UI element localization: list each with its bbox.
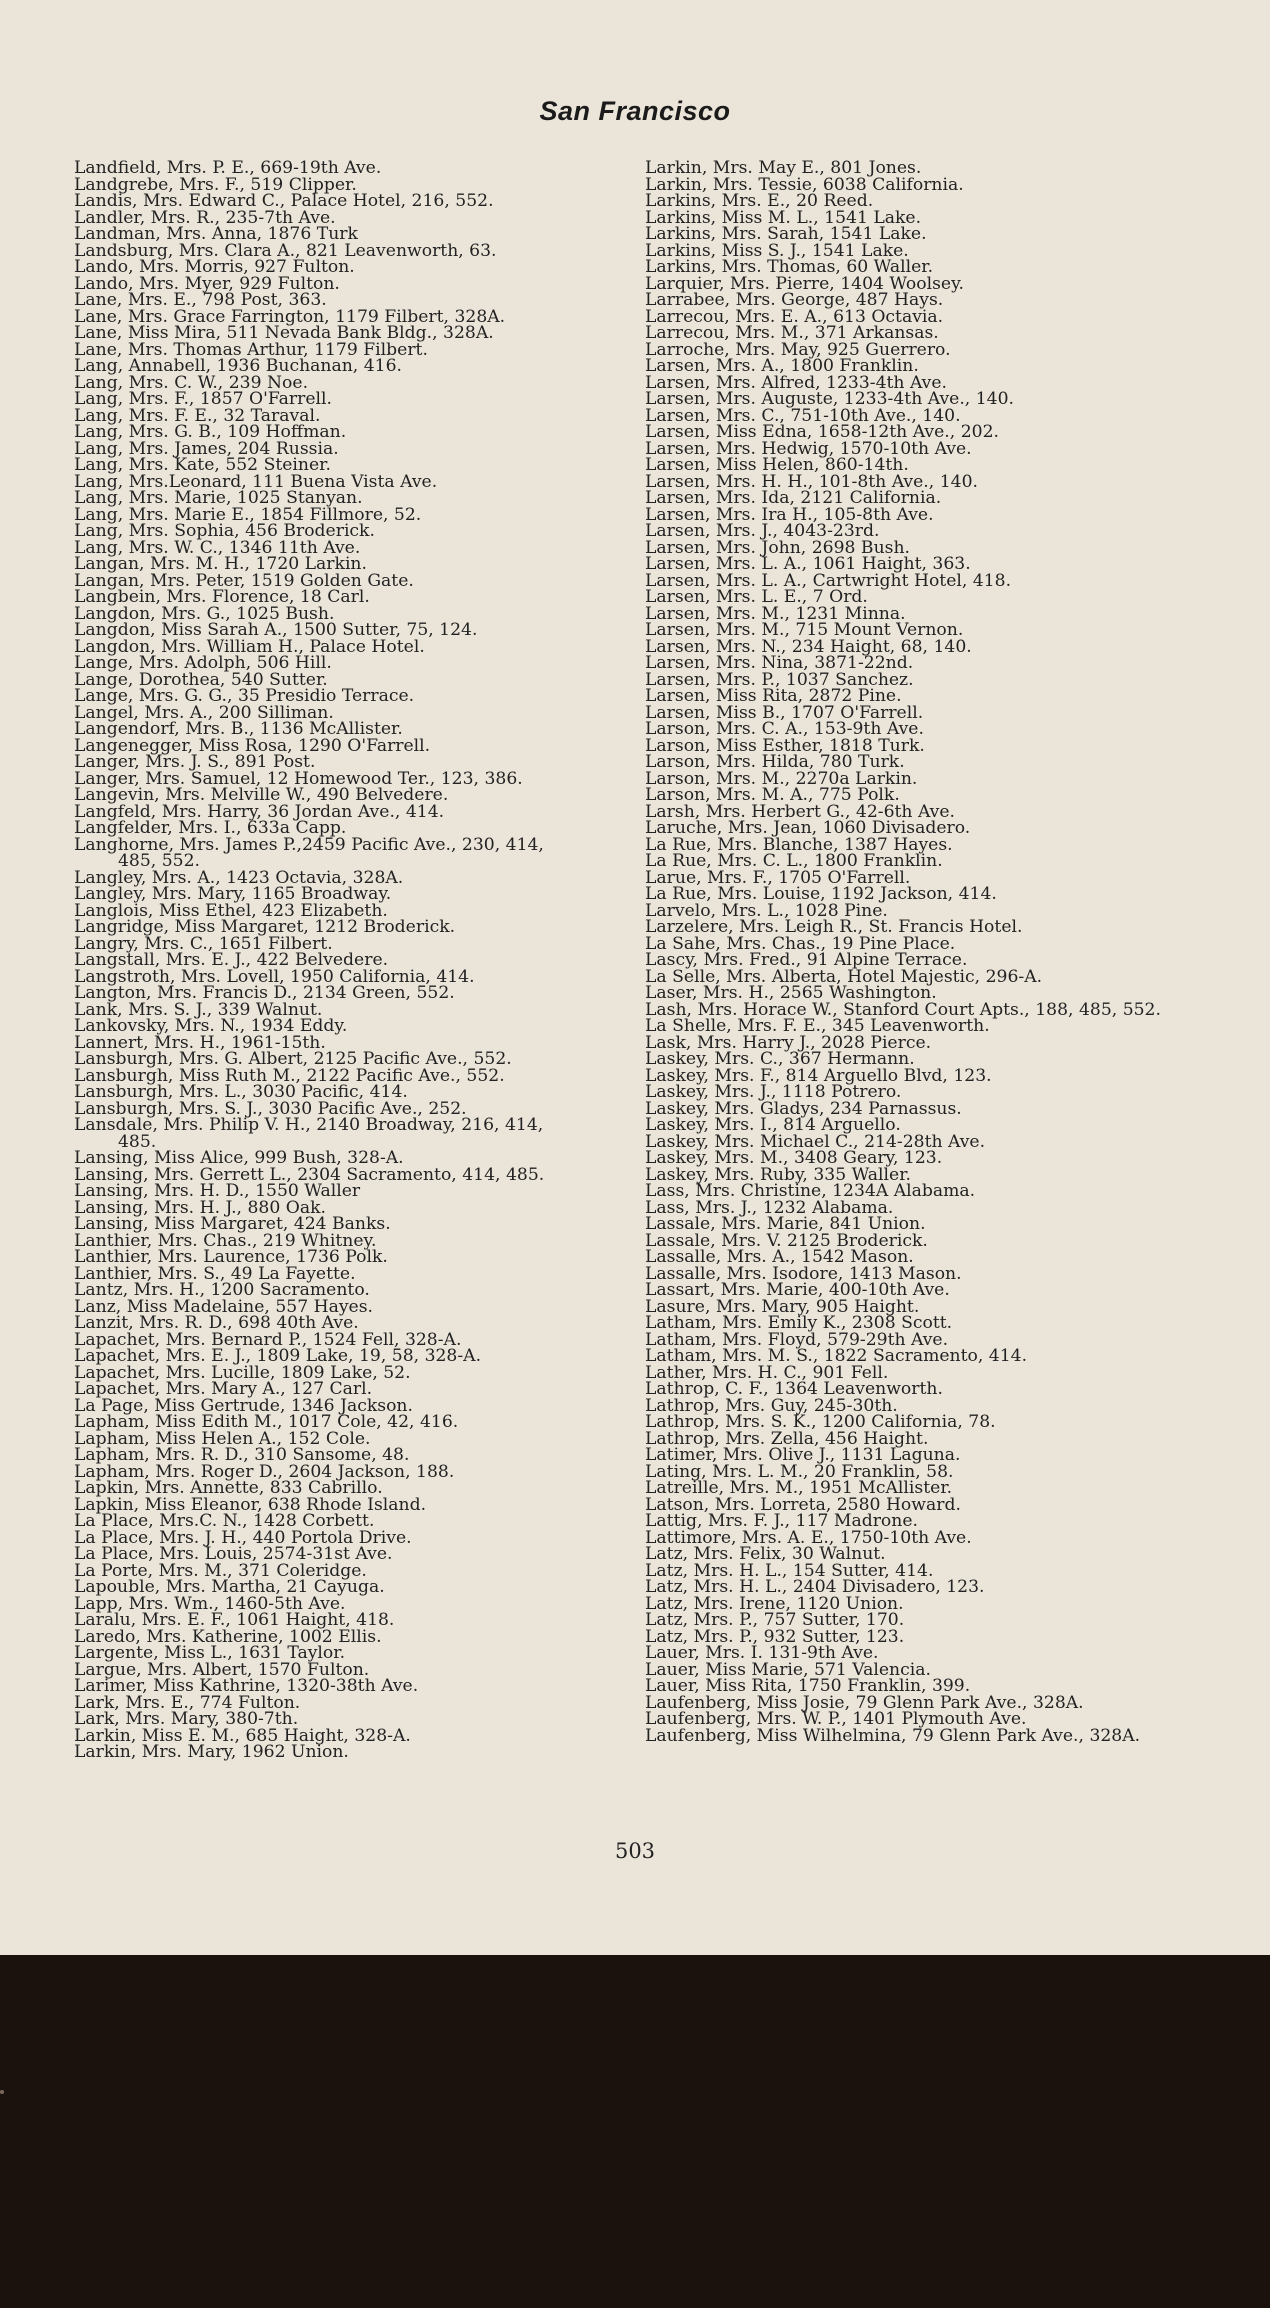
directory-entry: Langer, Mrs. J. S., 891 Post. (74, 752, 316, 772)
directory-entry: Lange, Mrs. G. G., 35 Presidio Terrace. (74, 686, 415, 706)
directory-entry: Larsen, Mrs. H. H., 101-8th Ave., 140. (645, 471, 978, 492)
directory-entry: Langan, Mrs. M. H., 1720 Larkin. (74, 554, 367, 574)
directory-entry: Latz, Mrs. H. L., 154 Sutter, 414. (645, 1560, 934, 1581)
directory-entry: Lando, Mrs. Myer, 929 Fulton. (74, 273, 340, 294)
directory-entry: Lansburgh, Miss Ruth M., 2122 Pacific Ave., 552. (74, 1065, 505, 1086)
directory-entry: Larsen, Miss B., 1707 O'Farrell. (645, 702, 924, 723)
directory-entry: Lapachet, Mrs. E. J., 1809 Lake, 19, 58, 328-A. (74, 1346, 482, 1366)
directory-entry: Lassale, Mrs. Marie, 841 Union. (645, 1214, 926, 1234)
directory-entry: Langdon, Mrs. William H., Palace Hotel. (74, 636, 425, 657)
directory-entry: Latz, Mrs. Felix, 30 Walnut. (645, 1544, 886, 1564)
directory-entry: Langley, Mrs. Mary, 1165 Broadway. (74, 884, 392, 904)
directory-entry: Latham, Mrs. M. S., 1822 Sacramento, 414. (645, 1346, 1028, 1366)
directory-entry: Latz, Mrs. H. L., 2404 Divisadero, 123. (645, 1577, 985, 1597)
directory-entry: Larsen, Mrs. M., 715 Mount Vernon. (645, 620, 964, 640)
directory-entry: Lansburgh, Mrs. G. Albert, 2125 Pacific Ave., 552. (74, 1049, 512, 1069)
directory-entry: Lantz, Mrs. H., 1200 Sacramento. (74, 1280, 370, 1300)
directory-entry: Lang, Mrs. Marie, 1025 Stanyan. (74, 488, 363, 508)
directory-entry: Lang, Mrs. W. C., 1346 11th Ave. (74, 537, 361, 558)
directory-entry: Laufenberg, Miss Wilhelmina, 79 Glenn Park Ave., 328A. (645, 1725, 1141, 1746)
directory-entry: Larsen, Mrs. P., 1037 Sanchez. (645, 669, 914, 690)
directory-entry: Lark, Mrs. Mary, 380-7th. (74, 1709, 299, 1729)
directory-entry: Lanthier, Mrs. S., 49 La Fayette. (74, 1263, 356, 1284)
directory-entry: Larsen, Mrs. A., 1800 Franklin. (645, 356, 919, 376)
directory-entry: Langfelder, Mrs. I., 633a Capp. (74, 818, 347, 838)
directory-entry: Lang, Mrs. Sophia, 456 Broderick. (74, 521, 375, 541)
directory-entry: Lauer, Miss Rita, 1750 Franklin, 399. (645, 1676, 971, 1696)
directory-entry: Largente, Miss L., 1631 Taylor. (74, 1643, 346, 1663)
directory-entry: Larzelere, Mrs. Leigh R., St. Francis Hotel. (645, 917, 1023, 937)
directory-entry: Lando, Mrs. Morris, 927 Fulton. (74, 257, 355, 277)
directory-entry: Larsen, Mrs. Alfred, 1233-4th Ave. (645, 372, 947, 393)
directory-entry: Larsen, Mrs. M., 1231 Minna. (645, 603, 906, 624)
directory-entry: Lating, Mrs. L. M., 20 Franklin, 58. (645, 1461, 954, 1482)
directory-entry: Larkins, Miss S. J., 1541 Lake. (645, 240, 909, 261)
directory-entry: Laruche, Mrs. Jean, 1060 Divisadero. (645, 818, 971, 838)
directory-entry: Laskey, Mrs. C., 367 Hermann. (645, 1049, 915, 1069)
scan-background (0, 1955, 1270, 2308)
directory-entry: Lank, Mrs. S. J., 339 Walnut. (74, 999, 323, 1020)
directory-entry: La Sahe, Mrs. Chas., 19 Pine Place. (645, 933, 956, 954)
page-title: San Francisco (539, 96, 731, 126)
directory-entry: Larkins, Mrs. Thomas, 60 Waller. (645, 257, 934, 277)
directory-entry: Latz, Mrs. P., 757 Sutter, 170. (645, 1610, 905, 1630)
directory-entry: Landis, Mrs. Edward C., Palace Hotel, 216, 552. (74, 191, 494, 211)
directory-entry: La Selle, Mrs. Alberta, Hotel Majestic, 296-A. (645, 966, 1043, 987)
directory-entry: Langdon, Miss Sarah A., 1500 Sutter, 75, 124. (74, 620, 478, 640)
directory-entry: Larsen, Miss Helen, 860-14th. (645, 455, 909, 475)
directory-entry: Langridge, Miss Margaret, 1212 Broderick. (74, 917, 456, 937)
directory-entry: Largue, Mrs. Albert, 1570 Fulton. (74, 1659, 370, 1680)
directory-entry: Larsen, Mrs. Auguste, 1233-4th Ave., 140. (645, 389, 1014, 409)
directory-entry: Langton, Mrs. Francis D., 2134 Green, 552. (74, 983, 455, 1003)
directory-entry: Lass, Mrs. Christine, 1234A Alabama. (645, 1181, 976, 1201)
directory-entry: Lansdale, Mrs. Philip V. H., 2140 Broadway, 216, 414, 485. (74, 1115, 544, 1152)
directory-entry: Larquier, Mrs. Pierre, 1404 Woolsey. (645, 273, 964, 294)
directory-entry: Lansing, Miss Margaret, 424 Banks. (74, 1214, 391, 1234)
directory-entry: Latham, Mrs. Emily K., 2308 Scott. (645, 1313, 953, 1333)
directory-entry: Langbein, Mrs. Florence, 18 Carl. (74, 587, 370, 607)
directory-entry: Lasure, Mrs. Mary, 905 Haight. (645, 1296, 920, 1317)
directory-entry: Langenegger, Miss Rosa, 1290 O'Farrell. (74, 735, 431, 756)
directory-entry: Lang, Mrs.Leonard, 111 Buena Vista Ave. (74, 471, 438, 492)
directory-entry: Lang, Mrs. Kate, 552 Steiner. (74, 455, 331, 475)
directory-entry: Lattig, Mrs. F. J., 117 Madrone. (645, 1511, 918, 1531)
directory-entry: Lang, Mrs. James, 204 Russia. (74, 438, 339, 459)
directory-entry: Lapp, Mrs. Wm., 1460-5th Ave. (74, 1593, 346, 1614)
directory-entry: Larkins, Mrs. E., 20 Reed. (645, 191, 874, 211)
directory-entry: Lansing, Miss Alice, 999 Bush, 328-A. (74, 1148, 404, 1168)
directory-entry: Landfield, Mrs. P. E., 669-19th Ave. (74, 158, 382, 178)
directory-entry: Langendorf, Mrs. B., 1136 McAllister. (74, 719, 403, 739)
directory-entry: Larsen, Miss Edna, 1658-12th Ave., 202. (645, 422, 999, 442)
directory-entry: Larrecou, Mrs. M., 371 Arkansas. (645, 323, 939, 343)
directory-entry: Langhorne, Mrs. James P.,2459 Pacific Ave., 230, 414, 485, 552. (74, 834, 544, 871)
directory-entry: Laskey, Mrs. M., 3408 Geary, 123. (645, 1148, 943, 1168)
directory-entry: Laufenberg, Miss Josie, 79 Glenn Park Ave., 328A. (645, 1692, 1084, 1713)
directory-entry: Langevin, Mrs. Melville W., 490 Belvedere. (74, 785, 449, 805)
directory-entry: Lash, Mrs. Horace W., Stanford Court Apts., 188, 485, 552. (645, 999, 1161, 1020)
directory-entry: Lang, Annabell, 1936 Buchanan, 416. (74, 356, 402, 376)
directory-entry: Langdon, Mrs. G., 1025 Bush. (74, 603, 335, 624)
directory-entry: La Place, Mrs. J. H., 440 Portola Drive. (74, 1527, 412, 1548)
directory-entry: Larkin, Mrs. May E., 801 Jones. (645, 158, 922, 178)
directory-entry: Larson, Mrs. M., 2270a Larkin. (645, 768, 918, 789)
directory-entry: Lapkin, Miss Eleanor, 638 Rhode Island. (74, 1494, 427, 1515)
directory-entry: Lange, Dorothea, 540 Sutter. (74, 669, 328, 690)
directory-entry: Lansing, Mrs. Gerrett L., 2304 Sacramento, 414, 485. (74, 1164, 545, 1185)
directory-entry: Latimer, Mrs. Olive J., 1131 Laguna. (645, 1445, 961, 1465)
directory-entry: Lascy, Mrs. Fred., 91 Alpine Terrace. (645, 950, 968, 970)
directory-entry: Lapham, Miss Helen A., 152 Cole. (74, 1428, 371, 1449)
directory-entry: La Shelle, Mrs. F. E., 345 Leavenworth. (645, 1016, 990, 1036)
directory-entry: Landler, Mrs. R., 235-7th Ave. (74, 207, 336, 228)
directory-entry: Laskey, Mrs. I., 814 Arguello. (645, 1115, 901, 1135)
directory-entry: Larkin, Mrs. Tessie, 6038 California. (645, 174, 964, 195)
directory-entry: Latreille, Mrs. M., 1951 McAllister. (645, 1478, 953, 1498)
directory-entry: Lapouble, Mrs. Martha, 21 Cayuga. (74, 1577, 385, 1597)
directory-entry: Lansing, Mrs. H. J., 880 Oak. (74, 1197, 326, 1218)
directory-entry: Lassale, Mrs. V. 2125 Broderick. (645, 1230, 928, 1251)
directory-entry: Lane, Miss Mira, 511 Nevada Bank Bldg., 328A. (74, 323, 494, 343)
directory-entry: Langry, Mrs. C., 1651 Filbert. (74, 933, 333, 954)
directory-entry: Lapham, Miss Edith M., 1017 Cole, 42, 416. (74, 1412, 459, 1432)
directory-entry: Lannert, Mrs. H., 1961-15th. (74, 1032, 326, 1053)
directory-entry: La Porte, Mrs. M., 371 Coleridge. (74, 1560, 367, 1581)
directory-entry: Lange, Mrs. Adolph, 506 Hill. (74, 653, 332, 673)
directory-entry: Lapachet, Mrs. Mary A., 127 Carl. (74, 1379, 373, 1399)
directory-entry: Lathrop, Mrs. Zella, 456 Haight. (645, 1428, 929, 1449)
directory-entry: Larsen, Mrs. L. A., Cartwright Hotel, 418. (645, 570, 1012, 591)
directory-entry: Larkins, Mrs. Sarah, 1541 Lake. (645, 224, 927, 244)
scan-artifact (0, 2090, 4, 2094)
directory-entry: Lang, Mrs. Marie E., 1854 Fillmore, 52. (74, 504, 422, 525)
directory-entry: Lansburgh, Mrs. S. J., 3030 Pacific Ave., 252. (74, 1098, 467, 1119)
directory-entry: Larroche, Mrs. May, 925 Guerrero. (645, 339, 951, 360)
directory-entry: La Page, Miss Gertrude, 1346 Jackson. (74, 1395, 413, 1416)
directory-entry: Langfeld, Mrs. Harry, 36 Jordan Ave., 414. (74, 801, 445, 822)
directory-entry: Lanz, Miss Madelaine, 557 Hayes. (74, 1296, 374, 1317)
directory-entry: Langer, Mrs. Samuel, 12 Homewood Ter., 123, 386. (74, 768, 523, 789)
directory-entry: Larsen, Mrs. L. A., 1061 Haight, 363. (645, 554, 971, 574)
directory-entry: La Place, Mrs.C. N., 1428 Corbett. (74, 1511, 375, 1531)
directory-entry: Larson, Mrs. Hilda, 780 Turk. (645, 752, 905, 772)
directory-entry: Larkins, Miss M. L., 1541 Lake. (645, 207, 922, 228)
directory-entry: Larsen, Mrs. Ida, 2121 California. (645, 488, 942, 508)
directory-entry: Lassart, Mrs. Marie, 400-10th Ave. (645, 1280, 950, 1300)
directory-entry: Laralu, Mrs. E. F., 1061 Haight, 418. (74, 1610, 395, 1630)
directory-entry: Larsen, Mrs. John, 2698 Bush. (645, 537, 910, 558)
directory-entry: Lathrop, Mrs. Guy, 245-30th. (645, 1395, 898, 1416)
directory-entry: Lass, Mrs. J., 1232 Alabama. (645, 1197, 894, 1218)
directory-entry: Lapachet, Mrs. Lucille, 1809 Lake, 52. (74, 1362, 411, 1383)
directory-entry: La Rue, Mrs. C. L., 1800 Franklin. (645, 851, 943, 871)
directory-entry: Latham, Mrs. Floyd, 579-29th Ave. (645, 1329, 949, 1350)
directory-entry: Lankovsky, Mrs. N., 1934 Eddy. (74, 1016, 348, 1036)
directory-entry: Langlois, Miss Ethel, 423 Elizabeth. (74, 900, 388, 921)
directory-entry: La Place, Mrs. Louis, 2574-31st Ave. (74, 1544, 393, 1564)
directory-entry: Larrabee, Mrs. George, 487 Hays. (645, 290, 944, 310)
directory-entry: Landman, Mrs. Anna, 1876 Turk (74, 224, 358, 244)
directory-entry: Larsen, Mrs. N., 234 Haight, 68, 140. (645, 636, 972, 657)
directory-entry: Laredo, Mrs. Katherine, 1002 Ellis. (74, 1626, 382, 1647)
directory-entry: Lansburgh, Mrs. L., 3030 Pacific, 414. (74, 1082, 408, 1102)
directory-entry: Lathrop, Mrs. S. K., 1200 California, 78. (645, 1412, 996, 1432)
directory-entry: Lang, Mrs. F. E., 32 Taraval. (74, 405, 321, 426)
directory-entry: Lather, Mrs. H. C., 901 Fell. (645, 1362, 889, 1383)
directory-entry: Larsen, Mrs. Ira H., 105-8th Ave. (645, 504, 934, 525)
directory-entry: Larsen, Mrs. J., 4043-23rd. (645, 521, 880, 541)
directory-entry: Larsen, Mrs. Hedwig, 1570-10th Ave. (645, 438, 972, 459)
directory-entry: Laskey, Mrs. Michael C., 214-28th Ave. (645, 1131, 986, 1152)
directory-entry: Lane, Mrs. E., 798 Post, 363. (74, 290, 327, 310)
directory-entry: La Rue, Mrs. Louise, 1192 Jackson, 414. (645, 884, 997, 904)
directory-entry: Lauer, Miss Marie, 571 Valencia. (645, 1659, 931, 1680)
directory-entry: Langel, Mrs. A., 200 Silliman. (74, 702, 334, 723)
directory-entry: Lane, Mrs. Thomas Arthur, 1179 Filbert. (74, 339, 428, 360)
directory-entry: Lang, Mrs. G. B., 109 Hoffman. (74, 422, 347, 442)
directory-entry: Larsen, Mrs. Nina, 3871-22nd. (645, 653, 914, 673)
directory-entry: Lapham, Mrs. Roger D., 2604 Jackson, 188. (74, 1461, 455, 1482)
directory-entry: La Rue, Mrs. Blanche, 1387 Hayes. (645, 834, 953, 855)
directory-entry: Langley, Mrs. A., 1423 Octavia, 328A. (74, 867, 404, 888)
directory-entry: Lattimore, Mrs. A. E., 1750-10th Ave. (645, 1527, 972, 1548)
directory-entry: Laskey, Mrs. Ruby, 335 Waller. (645, 1164, 911, 1185)
directory-entry: Laskey, Mrs. Gladys, 234 Parnassus. (645, 1098, 962, 1119)
left-column (74, 160, 576, 1761)
directory-entry: Laskey, Mrs. F., 814 Arguello Blvd, 123. (645, 1065, 992, 1086)
directory-entry: Lansing, Mrs. H. D., 1550 Waller (74, 1181, 361, 1201)
directory-entry: Lanzit, Mrs. R. D., 698 40th Ave. (74, 1313, 359, 1333)
directory-entry: Lapachet, Mrs. Bernard P., 1524 Fell, 328-A. (74, 1329, 462, 1350)
directory-entry: Lang, Mrs. F., 1857 O'Farrell. (74, 389, 332, 409)
directory-entry: Lanthier, Mrs. Chas., 219 Whitney. (74, 1230, 377, 1251)
directory-entry: Larrecou, Mrs. E. A., 613 Octavia. (645, 306, 944, 327)
page-number: 503 (614, 1839, 656, 1863)
directory-entry: Lathrop, C. F., 1364 Leavenworth. (645, 1379, 943, 1399)
directory-entry: Lark, Mrs. E., 774 Fulton. (74, 1692, 301, 1713)
directory-entry: Larkin, Miss E. M., 685 Haight, 328-A. (74, 1725, 411, 1746)
directory-entry: Laufenberg, Mrs. W. P., 1401 Plymouth Ave. (645, 1709, 1027, 1729)
directory-entry: Landsburg, Mrs. Clara A., 821 Leavenworth, 63. (74, 240, 497, 261)
directory-entry: Larsh, Mrs. Herbert G., 42-6th Ave. (645, 801, 956, 822)
directory-entry: Landgrebe, Mrs. F., 519 Clipper. (74, 174, 357, 195)
directory-entry: Larsen, Mrs. L. E., 7 Ord. (645, 587, 868, 607)
directory-entry: Latz, Mrs. P., 932 Sutter, 123. (645, 1626, 905, 1647)
directory-entry: Larson, Mrs. C. A., 153-9th Ave. (645, 719, 924, 739)
directory-entry: Larsen, Mrs. C., 751-10th Ave., 140. (645, 405, 961, 426)
directory-entry: Langstroth, Mrs. Lovell, 1950 California, 414. (74, 966, 475, 987)
directory-entry: Lauer, Mrs. I. 131-9th Ave. (645, 1643, 879, 1663)
directory-entry: Latson, Mrs. Lorreta, 2580 Howard. (645, 1494, 961, 1515)
directory-entry: Lanthier, Mrs. Laurence, 1736 Polk. (74, 1247, 388, 1267)
directory-entry: Laser, Mrs. H., 2565 Washington. (645, 983, 937, 1003)
directory-entry: Langstall, Mrs. E. J., 422 Belvedere. (74, 950, 389, 970)
directory-entry: Lassalle, Mrs. Isodore, 1413 Mason. (645, 1263, 962, 1284)
directory-entry: Larimer, Miss Kathrine, 1320-38th Ave. (74, 1676, 419, 1696)
directory-entry: Larkin, Mrs. Mary, 1962 Union. (74, 1742, 349, 1762)
directory-entry: Lapkin, Mrs. Annette, 833 Cabrillo. (74, 1478, 383, 1498)
directory-entry: Larson, Miss Esther, 1818 Turk. (645, 735, 925, 756)
directory-entry: Lask, Mrs. Harry J., 2028 Pierce. (645, 1032, 932, 1053)
directory-entry: Lassalle, Mrs. A., 1542 Mason. (645, 1247, 914, 1267)
directory-entry: Larue, Mrs. F., 1705 O'Farrell. (645, 867, 911, 888)
directory-entry: Larvelo, Mrs. L., 1028 Pine. (645, 900, 888, 921)
directory-entry: Lang, Mrs. C. W., 239 Noe. (74, 372, 309, 393)
directory-entry: Larsen, Miss Rita, 2872 Pine. (645, 686, 902, 706)
right-column (645, 160, 1200, 1744)
directory-entry: Lane, Mrs. Grace Farrington, 1179 Filbert, 328A. (74, 306, 506, 327)
directory-entry: Laskey, Mrs. J., 1118 Potrero. (645, 1082, 902, 1102)
directory-entry: Langan, Mrs. Peter, 1519 Golden Gate. (74, 570, 414, 591)
directory-entry: Lapham, Mrs. R. D., 310 Sansome, 48. (74, 1445, 410, 1465)
directory-entry: Latz, Mrs. Irene, 1120 Union. (645, 1593, 904, 1614)
directory-entry: Larson, Mrs. M. A., 775 Polk. (645, 785, 900, 805)
